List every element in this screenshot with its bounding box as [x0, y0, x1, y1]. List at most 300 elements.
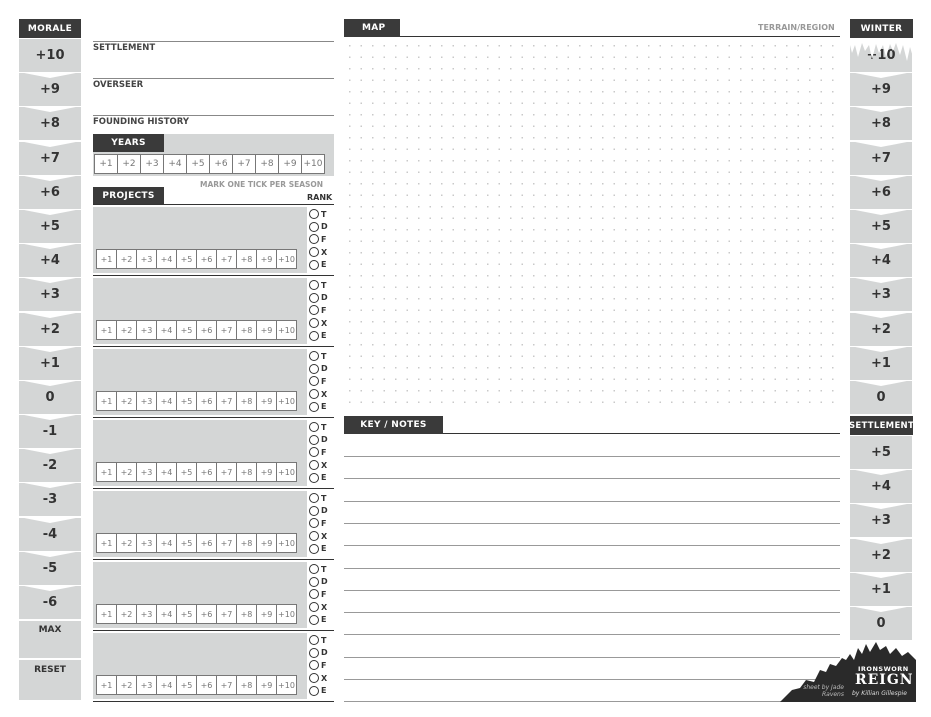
project-tick[interactable]: +10 — [276, 249, 297, 269]
rank-option[interactable] — [309, 613, 328, 626]
rank-radio-icon[interactable] — [309, 589, 319, 599]
years-tick[interactable]: +4 — [163, 154, 187, 174]
project-tick[interactable]: +4 — [156, 533, 177, 553]
rank-radio-icon[interactable] — [309, 615, 319, 625]
project-tick[interactable]: +3 — [136, 391, 157, 411]
project-divider — [93, 346, 334, 347]
morale-track-cell[interactable] — [19, 415, 81, 448]
project-rank — [309, 279, 328, 342]
overseer-label: OVERSEER — [93, 80, 144, 90]
morale-track-value: -6 — [42, 595, 58, 610]
project-tick[interactable]: +1 — [96, 604, 117, 624]
rank-option[interactable] — [309, 576, 328, 589]
project-ticks — [96, 391, 296, 411]
winter-track-value: +6 — [871, 184, 891, 200]
project-tick[interactable]: +4 — [156, 391, 177, 411]
note-line[interactable] — [344, 657, 840, 658]
project-tick[interactable]: +5 — [176, 249, 197, 269]
project-tick[interactable]: +2 — [116, 675, 137, 695]
winter-track-cell[interactable] — [850, 176, 912, 209]
rank-option[interactable] — [309, 221, 328, 234]
morale-reset-label: RESET — [34, 665, 66, 675]
map-header-line — [400, 36, 840, 37]
rank-option[interactable] — [309, 246, 328, 259]
project-tick[interactable]: +9 — [256, 391, 277, 411]
rank-option[interactable] — [309, 459, 328, 472]
rank-label: RANK — [307, 193, 333, 202]
rank-letter: D — [321, 222, 328, 232]
winter-track-value: +2 — [871, 321, 891, 337]
project-divider — [93, 275, 334, 276]
winter-track-value: +3 — [871, 287, 891, 303]
note-line[interactable] — [344, 568, 840, 569]
rank-radio-icon[interactable] — [309, 234, 319, 244]
morale-track-cell[interactable] — [19, 39, 81, 72]
project-ticks — [96, 462, 296, 482]
morale-track-value: 0 — [45, 389, 55, 405]
rank-radio-icon[interactable] — [309, 435, 319, 445]
morale-track-value: +4 — [40, 253, 60, 269]
winter-track-value: +7 — [871, 150, 891, 166]
rank-option[interactable] — [309, 279, 328, 292]
project-tick[interactable]: +10 — [276, 604, 297, 624]
note-line[interactable] — [344, 545, 840, 546]
project-rank — [309, 350, 328, 413]
rank-option[interactable] — [309, 492, 328, 505]
project-tick[interactable]: +4 — [156, 604, 177, 624]
rank-letter: X — [321, 602, 328, 612]
project-tick[interactable]: +7 — [216, 675, 237, 695]
rank-radio-icon[interactable] — [309, 376, 319, 386]
project-tick[interactable]: +3 — [136, 533, 157, 553]
project-tick[interactable]: +3 — [136, 320, 157, 340]
project-ticks — [96, 249, 296, 269]
winter-header: WINTER — [850, 19, 913, 38]
project-tick[interactable]: +9 — [256, 320, 277, 340]
rank-option[interactable] — [309, 329, 328, 342]
rank-letter: D — [321, 293, 328, 303]
winter-track — [850, 39, 912, 415]
rank-letter: D — [321, 506, 328, 516]
years-ticks — [94, 154, 324, 174]
morale-header: MORALE — [19, 19, 81, 38]
morale-track-value: +10 — [35, 48, 65, 63]
rank-option[interactable] — [309, 434, 328, 447]
rank-letter: F — [321, 660, 327, 670]
rank-radio-icon[interactable] — [309, 531, 319, 541]
rank-radio-icon[interactable] — [309, 260, 319, 270]
rank-radio-icon[interactable] — [309, 318, 319, 328]
project-tick[interactable]: +5 — [176, 391, 197, 411]
rank-radio-icon[interactable] — [309, 447, 319, 457]
project-tick[interactable]: +6 — [196, 320, 217, 340]
project-tick[interactable]: +9 — [256, 462, 277, 482]
rank-radio-icon[interactable] — [309, 577, 319, 587]
project-divider — [93, 488, 334, 489]
project-tick[interactable]: +3 — [136, 462, 157, 482]
morale-track-value: +8 — [40, 116, 60, 132]
rank-option[interactable] — [309, 388, 328, 401]
rank-radio-icon[interactable] — [309, 247, 319, 257]
project-tick[interactable]: +8 — [236, 320, 257, 340]
project-tick[interactable]: +7 — [216, 391, 237, 411]
rank-radio-icon[interactable] — [309, 493, 319, 503]
project-tick[interactable]: +7 — [216, 604, 237, 624]
project-tick[interactable]: +6 — [196, 675, 217, 695]
project-tick[interactable]: +2 — [116, 604, 137, 624]
morale-track-cell[interactable] — [19, 313, 81, 346]
winter-track-value: +10 — [866, 48, 896, 63]
rank-radio-icon[interactable] — [309, 460, 319, 470]
morale-track-value: -3 — [42, 492, 58, 508]
rank-radio-icon[interactable] — [309, 635, 319, 645]
years-header: YEARS — [93, 134, 164, 152]
morale-track-cell[interactable] — [19, 586, 81, 619]
project-rank — [309, 634, 328, 697]
rank-option[interactable] — [309, 588, 328, 601]
rank-radio-icon[interactable] — [309, 280, 319, 290]
rank-letter: T — [321, 422, 327, 432]
winter-track-cell[interactable] — [850, 142, 912, 175]
project-tick[interactable]: +1 — [96, 533, 117, 553]
map-header: MAP — [344, 19, 400, 37]
morale-track-value: -1 — [42, 424, 58, 440]
project-tick[interactable]: +10 — [276, 391, 297, 411]
project-tick[interactable]: +2 — [116, 249, 137, 269]
rank-option[interactable] — [309, 421, 328, 434]
winter-track-cell[interactable] — [850, 244, 912, 277]
note-line[interactable] — [344, 634, 840, 635]
rank-letter: D — [321, 648, 328, 658]
credit-by: by Killian Gillespie — [852, 690, 907, 697]
rank-radio-icon[interactable] — [309, 506, 319, 516]
years-note: MARK ONE TICK PER SEASON — [200, 180, 324, 189]
project-tick[interactable]: +10 — [276, 462, 297, 482]
rank-letter: X — [321, 460, 328, 470]
project-tick[interactable]: +8 — [236, 533, 257, 553]
settlement-track-value: +4 — [871, 479, 891, 495]
morale-track-cell[interactable] — [19, 278, 81, 311]
morale-track-value: +5 — [40, 218, 60, 234]
winter-track-value: +4 — [871, 253, 891, 269]
rank-letter: T — [321, 351, 327, 361]
settlement-track-cell[interactable] — [850, 573, 912, 606]
rank-radio-icon[interactable] — [309, 564, 319, 574]
winter-track-cell[interactable] — [850, 73, 912, 106]
morale-max-cell[interactable] — [19, 621, 81, 658]
rank-letter: X — [321, 531, 328, 541]
project-tick[interactable]: +9 — [256, 604, 277, 624]
settlement-track-cell[interactable] — [850, 539, 912, 572]
project-tick[interactable]: +5 — [176, 533, 197, 553]
project-tick[interactable]: +6 — [196, 462, 217, 482]
rank-radio-icon[interactable] — [309, 389, 319, 399]
rank-letter: E — [321, 615, 327, 625]
years-tick[interactable]: +8 — [255, 154, 279, 174]
morale-track-value: +1 — [40, 355, 60, 371]
morale-track-cell[interactable] — [19, 449, 81, 482]
map-dot-grid[interactable] — [344, 40, 840, 412]
rank-radio-icon[interactable] — [309, 686, 319, 696]
years-tick[interactable]: +1 — [94, 154, 118, 174]
settlement-track-value: +2 — [871, 547, 891, 563]
notes-header-line — [443, 433, 840, 434]
rank-letter: D — [321, 364, 328, 374]
morale-track-cell[interactable] — [19, 244, 81, 277]
rank-option[interactable] — [309, 634, 328, 647]
settlement-field-line[interactable] — [93, 78, 334, 79]
years-tick[interactable]: +6 — [209, 154, 233, 174]
project-tick[interactable]: +1 — [96, 462, 117, 482]
rank-option[interactable] — [309, 684, 328, 697]
project-tick[interactable]: +4 — [156, 320, 177, 340]
rank-option[interactable] — [309, 530, 328, 543]
rank-letter: E — [321, 544, 327, 554]
rank-radio-icon[interactable] — [309, 673, 319, 683]
project-tick[interactable]: +10 — [276, 533, 297, 553]
years-tick[interactable]: +9 — [278, 154, 302, 174]
terrain-region-label: TERRAIN/REGION — [758, 23, 835, 32]
settlement-label: SETTLEMENT — [93, 43, 156, 53]
project-tick[interactable]: +7 — [216, 533, 237, 553]
note-line[interactable] — [344, 478, 840, 479]
rank-option[interactable] — [309, 258, 328, 271]
project-tick[interactable]: +6 — [196, 533, 217, 553]
winter-track-value: +5 — [871, 218, 891, 234]
rank-letter: E — [321, 331, 327, 341]
founding-history-label: FOUNDING HISTORY — [93, 117, 189, 127]
project-ticks — [96, 675, 296, 695]
rank-radio-icon[interactable] — [309, 364, 319, 374]
morale-track-cell[interactable] — [19, 347, 81, 380]
project-divider — [93, 417, 334, 418]
project-ticks — [96, 320, 296, 340]
rank-letter: D — [321, 577, 328, 587]
rank-radio-icon[interactable] — [309, 602, 319, 612]
morale-track-value: -4 — [42, 526, 58, 542]
morale-track-cell[interactable] — [19, 210, 81, 243]
morale-track-value: +3 — [40, 287, 60, 303]
project-tick[interactable]: +10 — [276, 675, 297, 695]
years-tick[interactable]: +5 — [186, 154, 210, 174]
project-tick[interactable]: +1 — [96, 675, 117, 695]
rank-letter: E — [321, 686, 327, 696]
project-tick[interactable]: +5 — [176, 320, 197, 340]
rank-radio-icon[interactable] — [309, 660, 319, 670]
project-tick[interactable]: +4 — [156, 462, 177, 482]
project-tick[interactable]: +10 — [276, 320, 297, 340]
projects-header: PROJECTS — [93, 187, 164, 205]
project-tick[interactable]: +8 — [236, 249, 257, 269]
settlement-track-value: +1 — [871, 581, 891, 597]
rank-letter: F — [321, 305, 327, 315]
project-tick[interactable]: +7 — [216, 249, 237, 269]
rank-option[interactable] — [309, 563, 328, 576]
project-tick[interactable]: +2 — [116, 391, 137, 411]
settlement-track-cell[interactable] — [850, 607, 912, 640]
rank-option[interactable] — [309, 317, 328, 330]
note-line[interactable] — [344, 612, 840, 613]
project-tick[interactable]: +5 — [176, 604, 197, 624]
note-line[interactable] — [344, 523, 840, 524]
project-tick[interactable]: +6 — [196, 249, 217, 269]
morale-track-cell[interactable] — [19, 552, 81, 585]
morale-track-value: -5 — [42, 560, 58, 576]
morale-track-cell[interactable] — [19, 142, 81, 175]
project-rank — [309, 208, 328, 271]
project-tick[interactable]: +7 — [216, 462, 237, 482]
settlement-track-cell[interactable] — [850, 436, 912, 469]
project-tick[interactable]: +2 — [116, 320, 137, 340]
settlement-track-value: +3 — [871, 513, 891, 529]
rank-option[interactable] — [309, 647, 328, 660]
years-tick[interactable]: +2 — [117, 154, 141, 174]
project-tick[interactable]: +5 — [176, 675, 197, 695]
rank-letter: X — [321, 673, 328, 683]
rank-option[interactable] — [309, 505, 328, 518]
rank-letter: F — [321, 589, 327, 599]
project-divider — [93, 630, 334, 631]
project-rank — [309, 563, 328, 626]
rank-radio-icon[interactable] — [309, 222, 319, 232]
rank-letter: F — [321, 376, 327, 386]
note-line[interactable] — [344, 590, 840, 591]
note-line[interactable] — [344, 679, 840, 680]
winter-track-value: +9 — [871, 82, 891, 98]
rank-letter: X — [321, 389, 328, 399]
rank-radio-icon[interactable] — [309, 402, 319, 412]
rank-option[interactable] — [309, 292, 328, 305]
winter-track-cell[interactable] — [850, 210, 912, 243]
project-divider — [93, 701, 334, 702]
rank-radio-icon[interactable] — [309, 351, 319, 361]
winter-track-value: +8 — [871, 116, 891, 132]
settlement-track-cell[interactable] — [850, 470, 912, 503]
rank-option[interactable] — [309, 672, 328, 685]
project-tick[interactable]: +2 — [116, 462, 137, 482]
rank-radio-icon[interactable] — [309, 305, 319, 315]
project-tick[interactable]: +7 — [216, 320, 237, 340]
winter-track-cell[interactable] — [850, 381, 912, 414]
rank-option[interactable] — [309, 233, 328, 246]
rank-letter: T — [321, 280, 327, 290]
rank-letter: E — [321, 402, 327, 412]
project-tick[interactable]: +9 — [256, 249, 277, 269]
rank-option[interactable] — [309, 471, 328, 484]
project-tick[interactable]: +8 — [236, 391, 257, 411]
project-tick[interactable]: +3 — [136, 249, 157, 269]
project-tick[interactable]: +1 — [96, 249, 117, 269]
morale-track-cell[interactable] — [19, 518, 81, 551]
winter-track-cell[interactable] — [850, 347, 912, 380]
credit-sheet: sheet by Jade Ravens — [803, 684, 844, 698]
note-line[interactable] — [344, 701, 840, 702]
morale-track-value: -2 — [42, 458, 58, 474]
morale-track-value: +7 — [40, 150, 60, 166]
rank-letter: F — [321, 518, 327, 528]
morale-track-value: +9 — [40, 82, 60, 98]
rank-radio-icon[interactable] — [309, 293, 319, 303]
morale-track-value: +6 — [40, 184, 60, 200]
rank-letter: E — [321, 260, 327, 270]
project-tick[interactable]: +3 — [136, 675, 157, 695]
morale-track-cell[interactable] — [19, 381, 81, 414]
rank-option[interactable] — [309, 363, 328, 376]
rank-option[interactable] — [309, 659, 328, 672]
rank-radio-icon[interactable] — [309, 331, 319, 341]
rank-letter: T — [321, 209, 327, 219]
morale-track-cell[interactable] — [19, 107, 81, 140]
morale-track-cell[interactable] — [19, 483, 81, 516]
overseer-field-line[interactable] — [93, 115, 334, 116]
rank-option[interactable] — [309, 208, 328, 221]
project-tick[interactable]: +9 — [256, 533, 277, 553]
rank-radio-icon[interactable] — [309, 648, 319, 658]
settlement-track-cell[interactable] — [850, 504, 912, 537]
project-tick[interactable]: +9 — [256, 675, 277, 695]
rank-option[interactable] — [309, 601, 328, 614]
rank-option[interactable] — [309, 517, 328, 530]
rank-letter: D — [321, 435, 328, 445]
rank-radio-icon[interactable] — [309, 473, 319, 483]
rank-option[interactable] — [309, 304, 328, 317]
project-tick[interactable]: +8 — [236, 462, 257, 482]
rank-letter: T — [321, 564, 327, 574]
morale-reset-cell[interactable] — [19, 660, 81, 700]
project-tick[interactable]: +8 — [236, 675, 257, 695]
project-divider — [93, 559, 334, 560]
rank-option[interactable] — [309, 350, 328, 363]
rank-option[interactable] — [309, 400, 328, 413]
years-tick[interactable]: +3 — [140, 154, 164, 174]
rank-letter: F — [321, 234, 327, 244]
project-tick[interactable]: +1 — [96, 320, 117, 340]
years-tick[interactable]: +7 — [232, 154, 256, 174]
project-tick[interactable]: +1 — [96, 391, 117, 411]
project-tick[interactable]: +6 — [196, 604, 217, 624]
project-tick[interactable]: +4 — [156, 675, 177, 695]
project-tick[interactable]: +2 — [116, 533, 137, 553]
winter-track-cell[interactable] — [850, 313, 912, 346]
rank-option[interactable] — [309, 542, 328, 555]
winter-track-cell[interactable] — [850, 278, 912, 311]
years-tick[interactable]: +10 — [301, 154, 325, 174]
morale-track-value: +2 — [40, 321, 60, 337]
note-line[interactable] — [344, 501, 840, 502]
morale-track-cell[interactable] — [19, 176, 81, 209]
rank-radio-icon[interactable] — [309, 209, 319, 219]
rank-radio-icon[interactable] — [309, 422, 319, 432]
winter-track-cell[interactable] — [850, 107, 912, 140]
settlement-top-line — [93, 41, 334, 42]
rank-radio-icon[interactable] — [309, 518, 319, 528]
project-tick[interactable]: +6 — [196, 391, 217, 411]
rank-option[interactable] — [309, 375, 328, 388]
rank-option[interactable] — [309, 446, 328, 459]
settlement-track-value: 0 — [876, 615, 886, 631]
project-rank — [309, 492, 328, 555]
project-tick[interactable]: +3 — [136, 604, 157, 624]
note-line[interactable] — [344, 456, 840, 457]
rank-radio-icon[interactable] — [309, 544, 319, 554]
project-tick[interactable]: +8 — [236, 604, 257, 624]
project-tick[interactable]: +5 — [176, 462, 197, 482]
project-tick[interactable]: +4 — [156, 249, 177, 269]
morale-track — [19, 39, 81, 620]
brand-top: IRONSWORN — [858, 665, 909, 673]
morale-track-cell[interactable] — [19, 73, 81, 106]
brand-main: REIGN — [855, 672, 914, 688]
